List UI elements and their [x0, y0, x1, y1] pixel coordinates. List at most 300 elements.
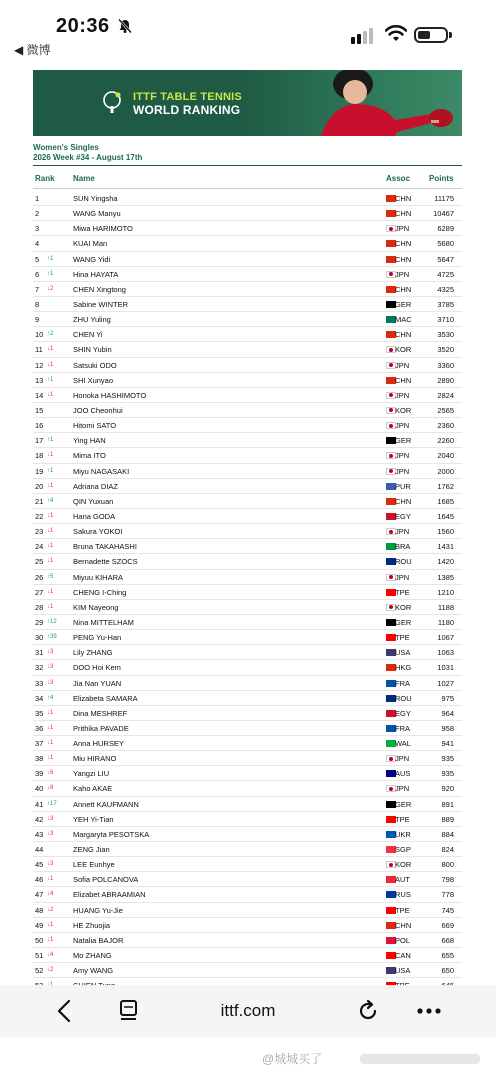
points-cell: 4325: [437, 284, 454, 294]
points-cell: 1063: [437, 648, 454, 658]
assoc-cell: CAN: [395, 951, 411, 961]
url-text[interactable]: ittf.com: [220, 1001, 276, 1020]
assoc-cell: USA: [395, 648, 411, 658]
rank-change: ↓1: [47, 512, 54, 519]
points-cell: 1431: [437, 542, 454, 552]
rank-change: ↓2: [47, 906, 54, 913]
wifi-icon: [385, 25, 407, 43]
table-row[interactable]: [33, 403, 462, 418]
points-cell: 935: [441, 769, 454, 779]
rank-cell: 1: [35, 194, 40, 203]
assoc-cell: JPN: [395, 784, 410, 794]
rank-change: ↓1: [47, 528, 54, 535]
assoc-cell: KOR: [395, 405, 412, 415]
table-row[interactable]: [33, 373, 462, 388]
player-name: Mima ITO: [73, 451, 106, 461]
table-row[interactable]: [33, 585, 462, 600]
rank-change: ↓2: [47, 967, 54, 974]
table-row[interactable]: [33, 903, 462, 918]
player-name: Amy WANG: [73, 966, 114, 976]
rank-cell: 44: [35, 845, 44, 855]
points-cell: 745: [441, 905, 454, 915]
player-name: Satsuki ODO: [73, 360, 117, 370]
rank-change: ↑12: [47, 618, 57, 625]
player-name: Bruna TAKAHASHI: [73, 542, 137, 552]
player-name: Elizabeta SAMARA: [73, 693, 138, 703]
points-cell: 4725: [437, 269, 454, 279]
player-name: Adriana DIAZ: [73, 481, 119, 491]
rank-change: ↓2: [47, 285, 54, 292]
assoc-cell: MAC: [395, 315, 412, 325]
table-row[interactable]: [33, 842, 462, 857]
battery-icon: [414, 27, 448, 43]
points-cell: 920: [441, 784, 454, 794]
points-cell: 1180: [437, 617, 454, 627]
player-name: Sakura YOKOI: [73, 527, 123, 537]
rank-cell: 46: [35, 875, 44, 885]
player-name: Sofia POLCANOVA: [73, 875, 139, 885]
divider: [33, 165, 462, 166]
table-row[interactable]: [33, 236, 462, 251]
points-cell: 1645: [437, 511, 454, 521]
rank-cell: 30: [35, 633, 44, 643]
points-cell: 2000: [437, 466, 454, 476]
table-row[interactable]: [33, 388, 462, 403]
table-row[interactable]: [33, 691, 462, 706]
table-row[interactable]: [33, 464, 462, 479]
rank-cell: 21: [35, 496, 44, 506]
rank-cell: 4: [35, 239, 40, 249]
points-cell: 2890: [437, 375, 454, 385]
points-cell: 5647: [437, 254, 454, 264]
points-cell: 668: [441, 935, 454, 945]
player-name: Lily ZHANG: [73, 648, 113, 658]
player-name: Dina MESHREF: [73, 708, 128, 718]
rank-cell: 20: [35, 481, 44, 491]
table-row[interactable]: [33, 297, 462, 312]
table-row[interactable]: [33, 282, 462, 297]
assoc-cell: TPE: [395, 587, 410, 597]
points-cell: 1762: [437, 481, 454, 491]
points-cell: 2360: [437, 421, 454, 431]
rank-cell: 39: [35, 769, 44, 779]
player-name: SHI Xunyao: [73, 375, 114, 385]
rank-cell: 35: [35, 708, 44, 718]
rank-change: ↓1: [47, 755, 54, 762]
rank-cell: 10: [35, 330, 44, 340]
ittf-banner: [33, 70, 462, 136]
rank-cell: 48: [35, 905, 44, 915]
assoc-cell: BRA: [395, 542, 411, 552]
rank-cell: 7: [35, 284, 40, 294]
points-cell: 11175: [434, 194, 454, 203]
rank-change: ↓1: [47, 361, 54, 368]
rank-change: ↑39: [47, 634, 57, 641]
header-points[interactable]: Points: [429, 174, 454, 183]
rank-change: ↑1: [47, 467, 54, 474]
rank-cell: 18: [35, 451, 44, 461]
rank-cell: 42: [35, 814, 44, 824]
rank-cell: 16: [35, 421, 44, 431]
table-row[interactable]: [33, 721, 462, 736]
points-cell: 3520: [437, 345, 454, 355]
player-name: Hana GODA: [73, 511, 116, 521]
assoc-cell: WAL: [395, 739, 411, 749]
table-row[interactable]: [33, 358, 462, 373]
points-cell: 800: [441, 860, 454, 870]
banner-title: ITTF TABLE TENNIS: [133, 91, 242, 103]
player-name: Miu HIRANO: [73, 754, 117, 764]
rank-cell: 22: [35, 511, 44, 521]
table-row[interactable]: [33, 327, 462, 342]
rank-cell: 13: [35, 375, 44, 385]
player-name: Anna HURSEY: [73, 739, 124, 749]
points-cell: 1210: [437, 587, 454, 597]
assoc-cell: HKG: [395, 663, 412, 673]
player-name: SUN Yingsha: [73, 194, 118, 203]
assoc-cell: UKR: [395, 829, 411, 839]
player-name: Miwa HARIMOTO: [73, 224, 133, 234]
assoc-cell: TPE: [395, 633, 410, 643]
rank-change: ↑1: [47, 255, 54, 262]
table-row[interactable]: [33, 221, 462, 236]
header-divider: [33, 188, 462, 189]
assoc-cell: GER: [395, 617, 412, 627]
points-cell: 975: [441, 693, 454, 703]
assoc-cell: ROU: [395, 693, 412, 703]
player-name: Miyuu KIHARA: [73, 572, 124, 582]
table-row[interactable]: [33, 630, 462, 645]
rank-cell: 51: [35, 951, 44, 961]
rank-cell: 3: [35, 224, 40, 234]
assoc-cell: JPN: [395, 360, 410, 370]
rank-cell: 49: [35, 920, 44, 930]
rank-cell: 38: [35, 754, 44, 764]
status-bar: [0, 0, 496, 64]
assoc-cell: JPN: [395, 572, 410, 582]
assoc-cell: POL: [395, 935, 411, 945]
rank-cell: 25: [35, 557, 44, 567]
player-name: CHENG I-Ching: [73, 587, 127, 597]
rank-cell: 14: [35, 390, 44, 400]
assoc-cell: CHN: [395, 375, 412, 385]
table-row[interactable]: [33, 494, 462, 509]
assoc-cell: AUS: [395, 769, 411, 779]
points-cell: 2260: [437, 436, 454, 446]
points-cell: 964: [441, 708, 454, 718]
assoc-cell: CHN: [395, 254, 412, 264]
assoc-cell: JPN: [395, 269, 410, 279]
table-row[interactable]: [33, 206, 462, 221]
table-row[interactable]: [33, 433, 462, 448]
rank-change: ↓1: [47, 558, 54, 565]
weibo-watermark: @城城买了: [262, 1052, 323, 1066]
player-name: Ying HAN: [73, 436, 106, 446]
assoc-cell: GER: [395, 436, 412, 446]
assoc-cell: TPE: [395, 905, 410, 915]
rank-change: ↑5: [47, 573, 54, 580]
points-cell: 1560: [437, 527, 454, 537]
player-name: Yangzi LIU: [73, 769, 110, 779]
player-name: Honoka HASHIMOTO: [73, 390, 147, 400]
rank-change: ↓1: [47, 391, 54, 398]
rank-change: ↓1: [47, 452, 54, 459]
points-cell: 3710: [437, 315, 454, 325]
player-name: QIN Yuxuan: [73, 496, 114, 506]
assoc-cell: CHN: [395, 194, 412, 203]
rank-change: ↓1: [47, 603, 54, 610]
player-name: Kaho AKAE: [73, 784, 113, 794]
assoc-cell: CHN: [395, 496, 412, 506]
reload-icon[interactable]: [356, 999, 380, 1023]
player-name: Jia Nan YUAN: [73, 678, 122, 688]
assoc-cell: JPN: [395, 527, 410, 537]
player-name: HE Zhuojia: [73, 920, 111, 930]
assoc-cell: TPE: [395, 814, 410, 824]
table-row[interactable]: [33, 645, 462, 660]
table-row[interactable]: [33, 570, 462, 585]
points-cell: 1385: [437, 572, 454, 582]
points-cell: 1420: [437, 557, 454, 567]
assoc-cell: JPN: [395, 390, 410, 400]
table-row[interactable]: [33, 781, 462, 796]
assoc-cell: CHN: [395, 330, 412, 340]
rank-cell: 43: [35, 829, 44, 839]
browser-toolbar: [0, 985, 496, 1037]
rank-change: ↓1: [47, 921, 54, 928]
table-row[interactable]: [33, 554, 462, 569]
player-name: Hina HAYATA: [73, 269, 119, 279]
points-cell: 3785: [437, 299, 454, 309]
player-name: Sabine WINTER: [73, 299, 129, 309]
rank-cell: 28: [35, 602, 44, 612]
points-cell: 2040: [437, 451, 454, 461]
player-name: JOO Cheonhui: [73, 405, 123, 415]
points-cell: 2824: [437, 390, 454, 400]
rank-change: ↓3: [47, 815, 54, 822]
table-row[interactable]: [33, 797, 462, 812]
assoc-cell: RUS: [395, 890, 411, 900]
player-name: Miyu NAGASAKI: [73, 466, 130, 476]
assoc-cell: EGY: [395, 511, 411, 521]
points-cell: 655: [441, 951, 454, 961]
bell-muted-icon: [117, 18, 133, 34]
points-cell: 891: [441, 799, 454, 809]
rank-cell: 11: [35, 345, 43, 355]
player-name: KIM Nayeong: [73, 602, 119, 612]
rank-cell: 37: [35, 739, 44, 749]
assoc-cell: USA: [395, 966, 411, 976]
player-name: WANG Yidi: [73, 254, 111, 264]
points-cell: 824: [441, 845, 454, 855]
rank-cell: 24: [35, 542, 44, 552]
rank-change: ↓4: [47, 891, 54, 898]
rank-cell: 23: [35, 527, 44, 537]
rank-change: ↓3: [47, 679, 54, 686]
assoc-cell: EGY: [395, 708, 411, 718]
table-row[interactable]: [33, 766, 462, 781]
rank-cell: 33: [35, 678, 44, 688]
assoc-cell: CHN: [395, 209, 412, 219]
table-row[interactable]: [33, 706, 462, 721]
assoc-cell: FRA: [395, 723, 410, 733]
rank-change: ↓1: [47, 936, 54, 943]
cellular-signal-icon: [351, 28, 377, 44]
rank-change: ↓1: [47, 588, 54, 595]
table-row[interactable]: [33, 918, 462, 933]
player-name: PENG Yu-Han: [73, 633, 122, 643]
points-cell: 884: [441, 829, 454, 839]
table-row[interactable]: [33, 312, 462, 327]
rank-cell: 31: [35, 648, 44, 658]
player-name: Annett KAUFMANN: [73, 799, 139, 809]
points-cell: 941: [441, 739, 454, 749]
rank-change: ↓4: [47, 952, 54, 959]
rank-change: ↓1: [47, 876, 54, 883]
table-row[interactable]: [33, 948, 462, 963]
assoc-cell: SGP: [395, 845, 411, 855]
player-name: Margaryta PESOTSKA: [73, 829, 150, 839]
table-row[interactable]: [33, 539, 462, 554]
assoc-cell: FRA: [395, 678, 410, 688]
table-row[interactable]: [33, 933, 462, 948]
rank-cell: 6: [35, 269, 40, 279]
table-row[interactable]: [33, 751, 462, 766]
table-row[interactable]: [33, 872, 462, 887]
table-row[interactable]: [33, 252, 462, 267]
rank-change: ↓1: [47, 724, 54, 731]
rank-cell: 41: [35, 799, 44, 809]
assoc-cell: CHN: [395, 239, 412, 249]
rank-cell: 45: [35, 860, 44, 870]
assoc-cell: KOR: [395, 602, 412, 612]
assoc-cell: GER: [395, 299, 412, 309]
rank-cell: 34: [35, 693, 44, 703]
rank-cell: 9: [35, 315, 40, 325]
rank-change: ↑2: [47, 331, 54, 338]
rank-change: ↓1: [47, 482, 54, 489]
rank-change: ↓3: [47, 830, 54, 837]
player-name: YEH Yi-Tian: [73, 814, 114, 824]
table-row[interactable]: [33, 827, 462, 842]
rank-cell: 19: [35, 466, 44, 476]
week-label: 2026 Week #34 - August 17th: [33, 153, 143, 162]
player-name: Elizabet ABRAAMIAN: [73, 890, 146, 900]
assoc-cell: CHN: [395, 284, 412, 294]
clock: 20:36: [56, 15, 110, 37]
table-row[interactable]: [33, 676, 462, 691]
player-name: KUAI Man: [73, 239, 108, 249]
player-photo: [291, 70, 462, 136]
player-name: ZENG Jian: [73, 845, 110, 855]
table-row[interactable]: [33, 524, 462, 539]
rank-change: ↓3: [47, 649, 54, 656]
rank-change: ↓1: [47, 346, 54, 353]
assoc-cell: JPN: [395, 466, 410, 476]
category-label: Women's Singles: [33, 143, 99, 152]
player-name: HUANG Yu-Jie: [73, 905, 123, 915]
rank-cell: 29: [35, 617, 44, 627]
ranking-table: [33, 191, 462, 993]
player-name: Nina MITTELHAM: [73, 617, 134, 627]
assoc-cell: KOR: [395, 345, 412, 355]
assoc-cell: GER: [395, 799, 412, 809]
rank-change: ↓8: [47, 785, 54, 792]
back-to-app-link[interactable]: ◀ 微博: [14, 43, 51, 57]
rank-change: ↓1: [47, 740, 54, 747]
rank-cell: 5: [35, 254, 40, 264]
rank-cell: 32: [35, 663, 44, 673]
points-cell: 1027: [437, 678, 454, 688]
player-name: CHEN Xingtong: [73, 284, 126, 294]
rank-cell: 36: [35, 723, 44, 733]
header-name[interactable]: Name: [73, 174, 95, 183]
points-cell: 778: [441, 890, 454, 900]
table-row[interactable]: [33, 963, 462, 978]
points-cell: 958: [441, 723, 454, 733]
ittf-logo-icon: [99, 90, 125, 116]
player-name: ZHU Yuling: [73, 315, 111, 325]
table-row[interactable]: [33, 615, 462, 630]
assoc-cell: KOR: [395, 860, 412, 870]
assoc-cell: JPN: [395, 421, 410, 431]
rank-cell: 47: [35, 890, 44, 900]
table-row[interactable]: [33, 812, 462, 827]
rank-change: ↓1: [47, 543, 54, 550]
assoc-cell: JPN: [395, 224, 410, 234]
table-row[interactable]: [33, 191, 462, 206]
rank-cell: 2: [35, 209, 40, 219]
player-name: Prithika PAVADE: [73, 723, 129, 733]
table-row[interactable]: [33, 342, 462, 357]
points-cell: 650: [441, 966, 454, 976]
rank-change: ↓1: [47, 709, 54, 716]
table-row[interactable]: [33, 509, 462, 524]
rank-change: ↑1: [47, 270, 54, 277]
table-row[interactable]: [33, 857, 462, 872]
more-options-icon[interactable]: [415, 999, 443, 1023]
rank-cell: 40: [35, 784, 44, 794]
table-row[interactable]: [33, 600, 462, 615]
table-row[interactable]: [33, 660, 462, 675]
rank-cell: 52: [35, 966, 44, 976]
table-row[interactable]: [33, 887, 462, 902]
points-cell: 10467: [433, 209, 454, 219]
table-row[interactable]: [33, 267, 462, 282]
rank-change: ↓6: [47, 770, 54, 777]
header-assoc[interactable]: Assoc: [386, 174, 411, 183]
rank-cell: 17: [35, 436, 44, 446]
rank-cell: 26: [35, 572, 44, 582]
rank-cell: 12: [35, 360, 44, 370]
watermark-bar: [360, 1054, 480, 1064]
assoc-cell: AUT: [395, 875, 410, 885]
rank-change: ↑1: [47, 376, 54, 383]
points-cell: 1685: [437, 496, 454, 506]
points-cell: 1188: [437, 602, 454, 612]
player-name: Hitomi SATO: [73, 421, 117, 431]
table-row[interactable]: [33, 448, 462, 463]
table-row[interactable]: [33, 736, 462, 751]
table-row[interactable]: [33, 418, 462, 433]
rank-cell: 50: [35, 935, 44, 945]
header-rank[interactable]: Rank: [35, 174, 55, 183]
assoc-cell: JPN: [395, 451, 410, 461]
table-row[interactable]: [33, 479, 462, 494]
rank-cell: 27: [35, 587, 44, 597]
rank-change: ↓3: [47, 664, 54, 671]
rank-cell: 15: [35, 405, 44, 415]
